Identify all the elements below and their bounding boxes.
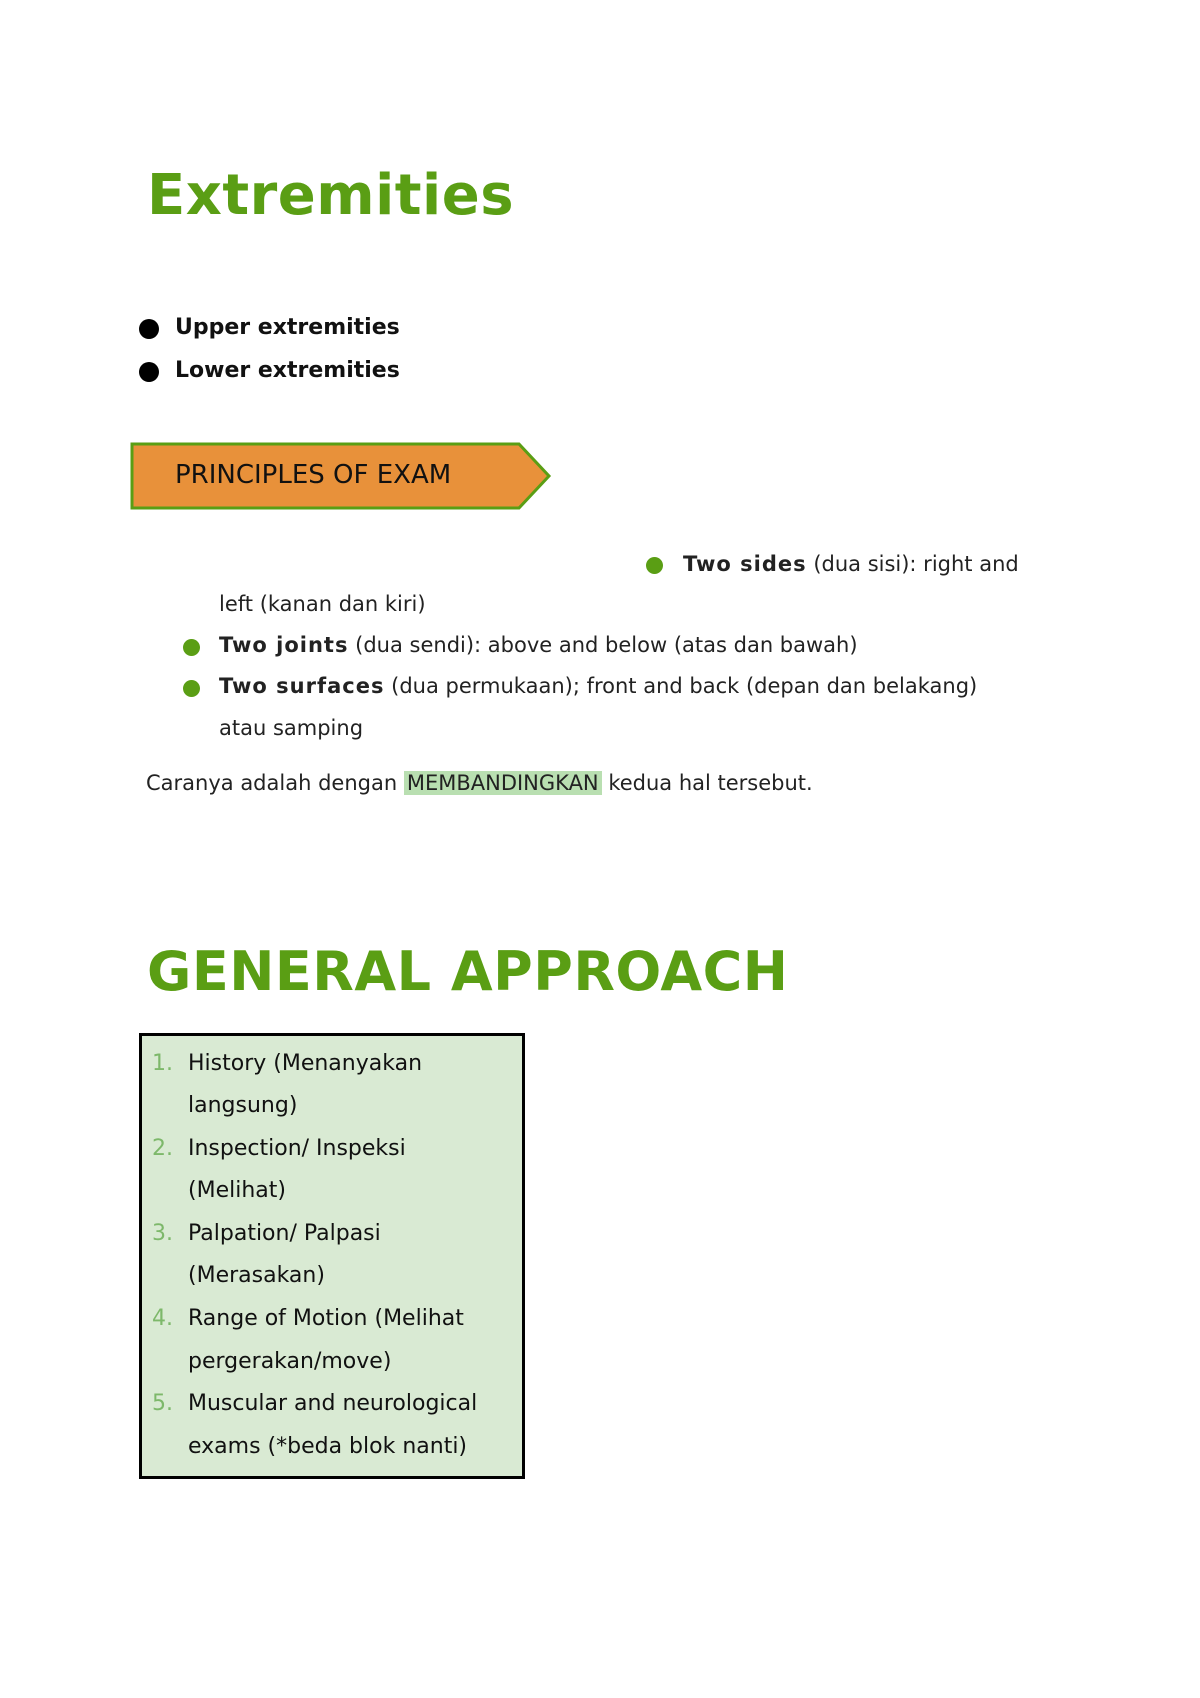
- principle-term: Two joints: [219, 633, 349, 657]
- principle-desc: (dua permukaan); front and back (depan dan belakang): [384, 674, 978, 698]
- list-item: Palpation/ Palpasi: [188, 1221, 381, 1246]
- list-item: [219, 676, 977, 697]
- list-item: [683, 554, 1019, 575]
- sentence-text: kedua hal tersebut.: [601, 771, 813, 795]
- section-title: GENERAL APPROACH: [147, 940, 789, 1003]
- highlighted-word: MEMBANDINGKAN: [404, 771, 602, 795]
- principle-continuation: left (kanan dan kiri): [219, 592, 426, 616]
- list-number: 1.: [152, 1051, 173, 1076]
- list-item-continuation: (Merasakan): [188, 1263, 325, 1288]
- sentence-text: Caranya adalah dengan: [146, 771, 404, 795]
- list-number: 3.: [152, 1221, 173, 1246]
- principle-term: Two surfaces: [219, 674, 385, 698]
- compare-sentence: [146, 773, 813, 794]
- general-approach-box: [139, 1033, 525, 1479]
- list-item: [219, 635, 858, 656]
- list-item-continuation: pergerakan/move): [188, 1349, 392, 1374]
- list-number: 5.: [152, 1391, 173, 1416]
- bullet-icon: [183, 639, 200, 656]
- list-number: 4.: [152, 1306, 173, 1331]
- list-item: Inspection/ Inspeksi: [188, 1136, 406, 1161]
- list-item-continuation: langsung): [188, 1093, 298, 1118]
- list-item: Upper extremities: [175, 315, 400, 340]
- bullet-icon: [183, 680, 200, 697]
- page-title: Extremities: [147, 163, 515, 228]
- list-item: History (Menanyakan: [188, 1051, 423, 1076]
- list-number: 2.: [152, 1136, 173, 1161]
- principles-banner: [130, 442, 555, 510]
- list-item: Range of Motion (Melihat: [188, 1306, 464, 1331]
- principle-continuation: atau samping: [219, 716, 364, 740]
- banner-label: PRINCIPLES OF EXAM: [175, 460, 452, 490]
- list-item: Muscular and neurological: [188, 1391, 478, 1416]
- principle-term: Two sides: [683, 552, 807, 576]
- bullet-icon: [646, 557, 663, 574]
- list-item: Lower extremities: [175, 358, 400, 383]
- principle-desc: (dua sisi): right and: [806, 552, 1019, 576]
- list-item-continuation: exams (*beda blok nanti): [188, 1434, 468, 1459]
- principle-desc: (dua sendi): above and below (atas dan bawah): [348, 633, 858, 657]
- bullet-icon: [139, 362, 159, 382]
- bullet-icon: [139, 319, 159, 339]
- list-item-continuation: (Melihat): [188, 1178, 286, 1203]
